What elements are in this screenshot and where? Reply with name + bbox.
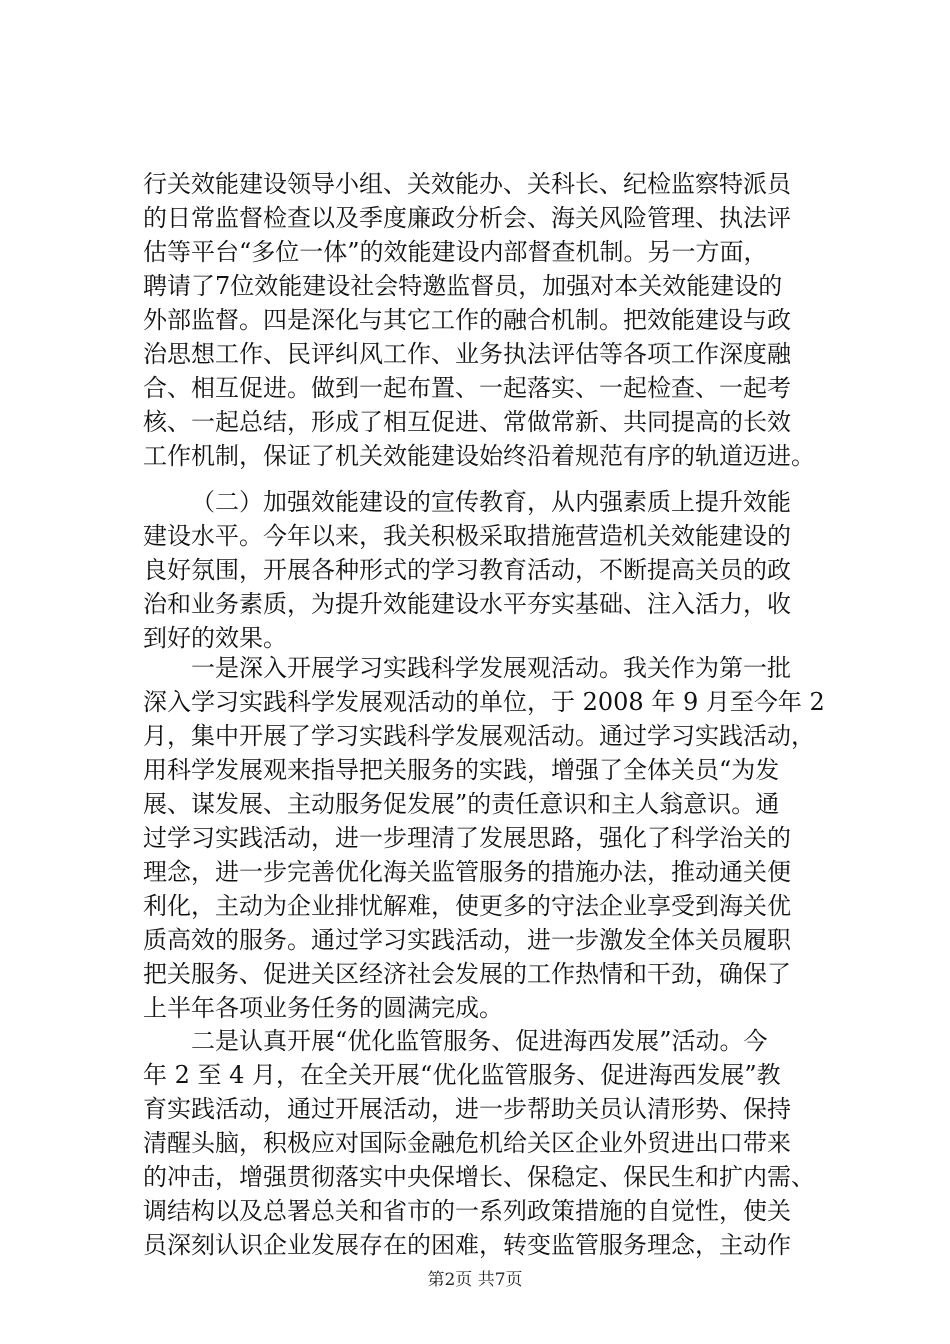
text-line: 良好氛围，开展各种形式的学习教育活动，不断提高关员的政 [143,556,791,584]
text-line: 质高效的服务。通过学习实践活动，进一步激发全体关员履职 [143,926,791,954]
text-line: 治和业务素质，为提升效能建设水平夯实基础、注入活力，收 [143,590,791,618]
text-line: 工作机制，保证了机关效能建设始终沿着规范有序的轨道迈进。 [143,442,815,470]
text-line: 到好的效果。 [143,624,287,652]
text-line: 聘请了7位效能建设社会特邀监督员，加强对本关效能建设的 [143,272,783,300]
text-line: 的日常监督检查以及季度廉政分析会、海关风险管理、执法评 [143,204,791,232]
text-line: 的冲击，增强贯彻落实中央保增长、保稳定、保民生和扩内需、 [143,1163,815,1191]
text-line: 调结构以及总署总关和省市的一系列政策措施的自觉性，使关 [143,1197,791,1225]
text-line: 清醒头脑，积极应对国际金融危机给关区企业外贸进出口带来 [143,1129,791,1157]
text-line: 上半年各项业务任务的圆满完成。 [143,994,503,1022]
text-line: 员深刻认识企业发展存在的困难，转变监管服务理念，主动作 [143,1231,791,1259]
text-line: 行关效能建设领导小组、关效能办、关科长、纪检监察特派员 [143,170,791,198]
paragraph-start-line: 一是深入开展学习实践科学发展观活动。我关作为第一批 [191,654,791,682]
text-line: 育实践活动，通过开展活动，进一步帮助关员认清形势、保持 [143,1095,791,1123]
text-line: 把关服务、促进关区经济社会发展的工作热情和干劲，确保了 [143,960,791,988]
text-line: 利化，主动为企业排忧解难，使更多的守法企业享受到海关优 [143,892,791,920]
text-line: 深入学习实践科学发展观活动的单位，于 2008 年 9 月至今年 2 [143,688,825,716]
text-line: 核、一起总结，形成了相互促进、常做常新、共同提高的长效 [143,408,791,436]
text-line: 用科学发展观来指导把关服务的实践，增强了全体关员“为发 [143,756,780,784]
paragraph-start-line: 二是认真开展“优化监管服务、促进海西发展”活动。今 [191,1027,768,1055]
text-line: 估等平台“多位一体”的效能建设内部督查机制。另一方面， [143,238,768,266]
text-line: 建设水平。今年以来，我关积极采取措施营造机关效能建设的 [143,522,791,550]
text-line: 治思想工作、民评纠风工作、业务执法评估等各项工作深度融 [143,340,791,368]
page-footer: 第2页 共7页 [427,1270,523,1290]
section-heading-line: （二）加强效能建设的宣传教育，从内强素质上提升效能 [191,488,791,516]
text-line: 理念，进一步完善优化海关监管服务的措施办法，推动通关便 [143,858,791,886]
text-line: 合、相互促进。做到一起布置、一起落实、一起检查、一起考 [143,374,791,402]
text-line: 展、谋发展、主动服务促发展”的责任意识和主人翁意识。通 [143,790,780,818]
text-line: 外部监督。四是深化与其它工作的融合机制。把效能建设与政 [143,306,791,334]
text-line: 月，集中开展了学习实践科学发展观活动。通过学习实践活动， [143,722,815,750]
text-line: 过学习实践活动，进一步理清了发展思路，强化了科学治关的 [143,824,791,852]
text-line: 年 2 至 4 月，在全关开展“优化监管服务、促进海西发展”教 [143,1061,781,1089]
